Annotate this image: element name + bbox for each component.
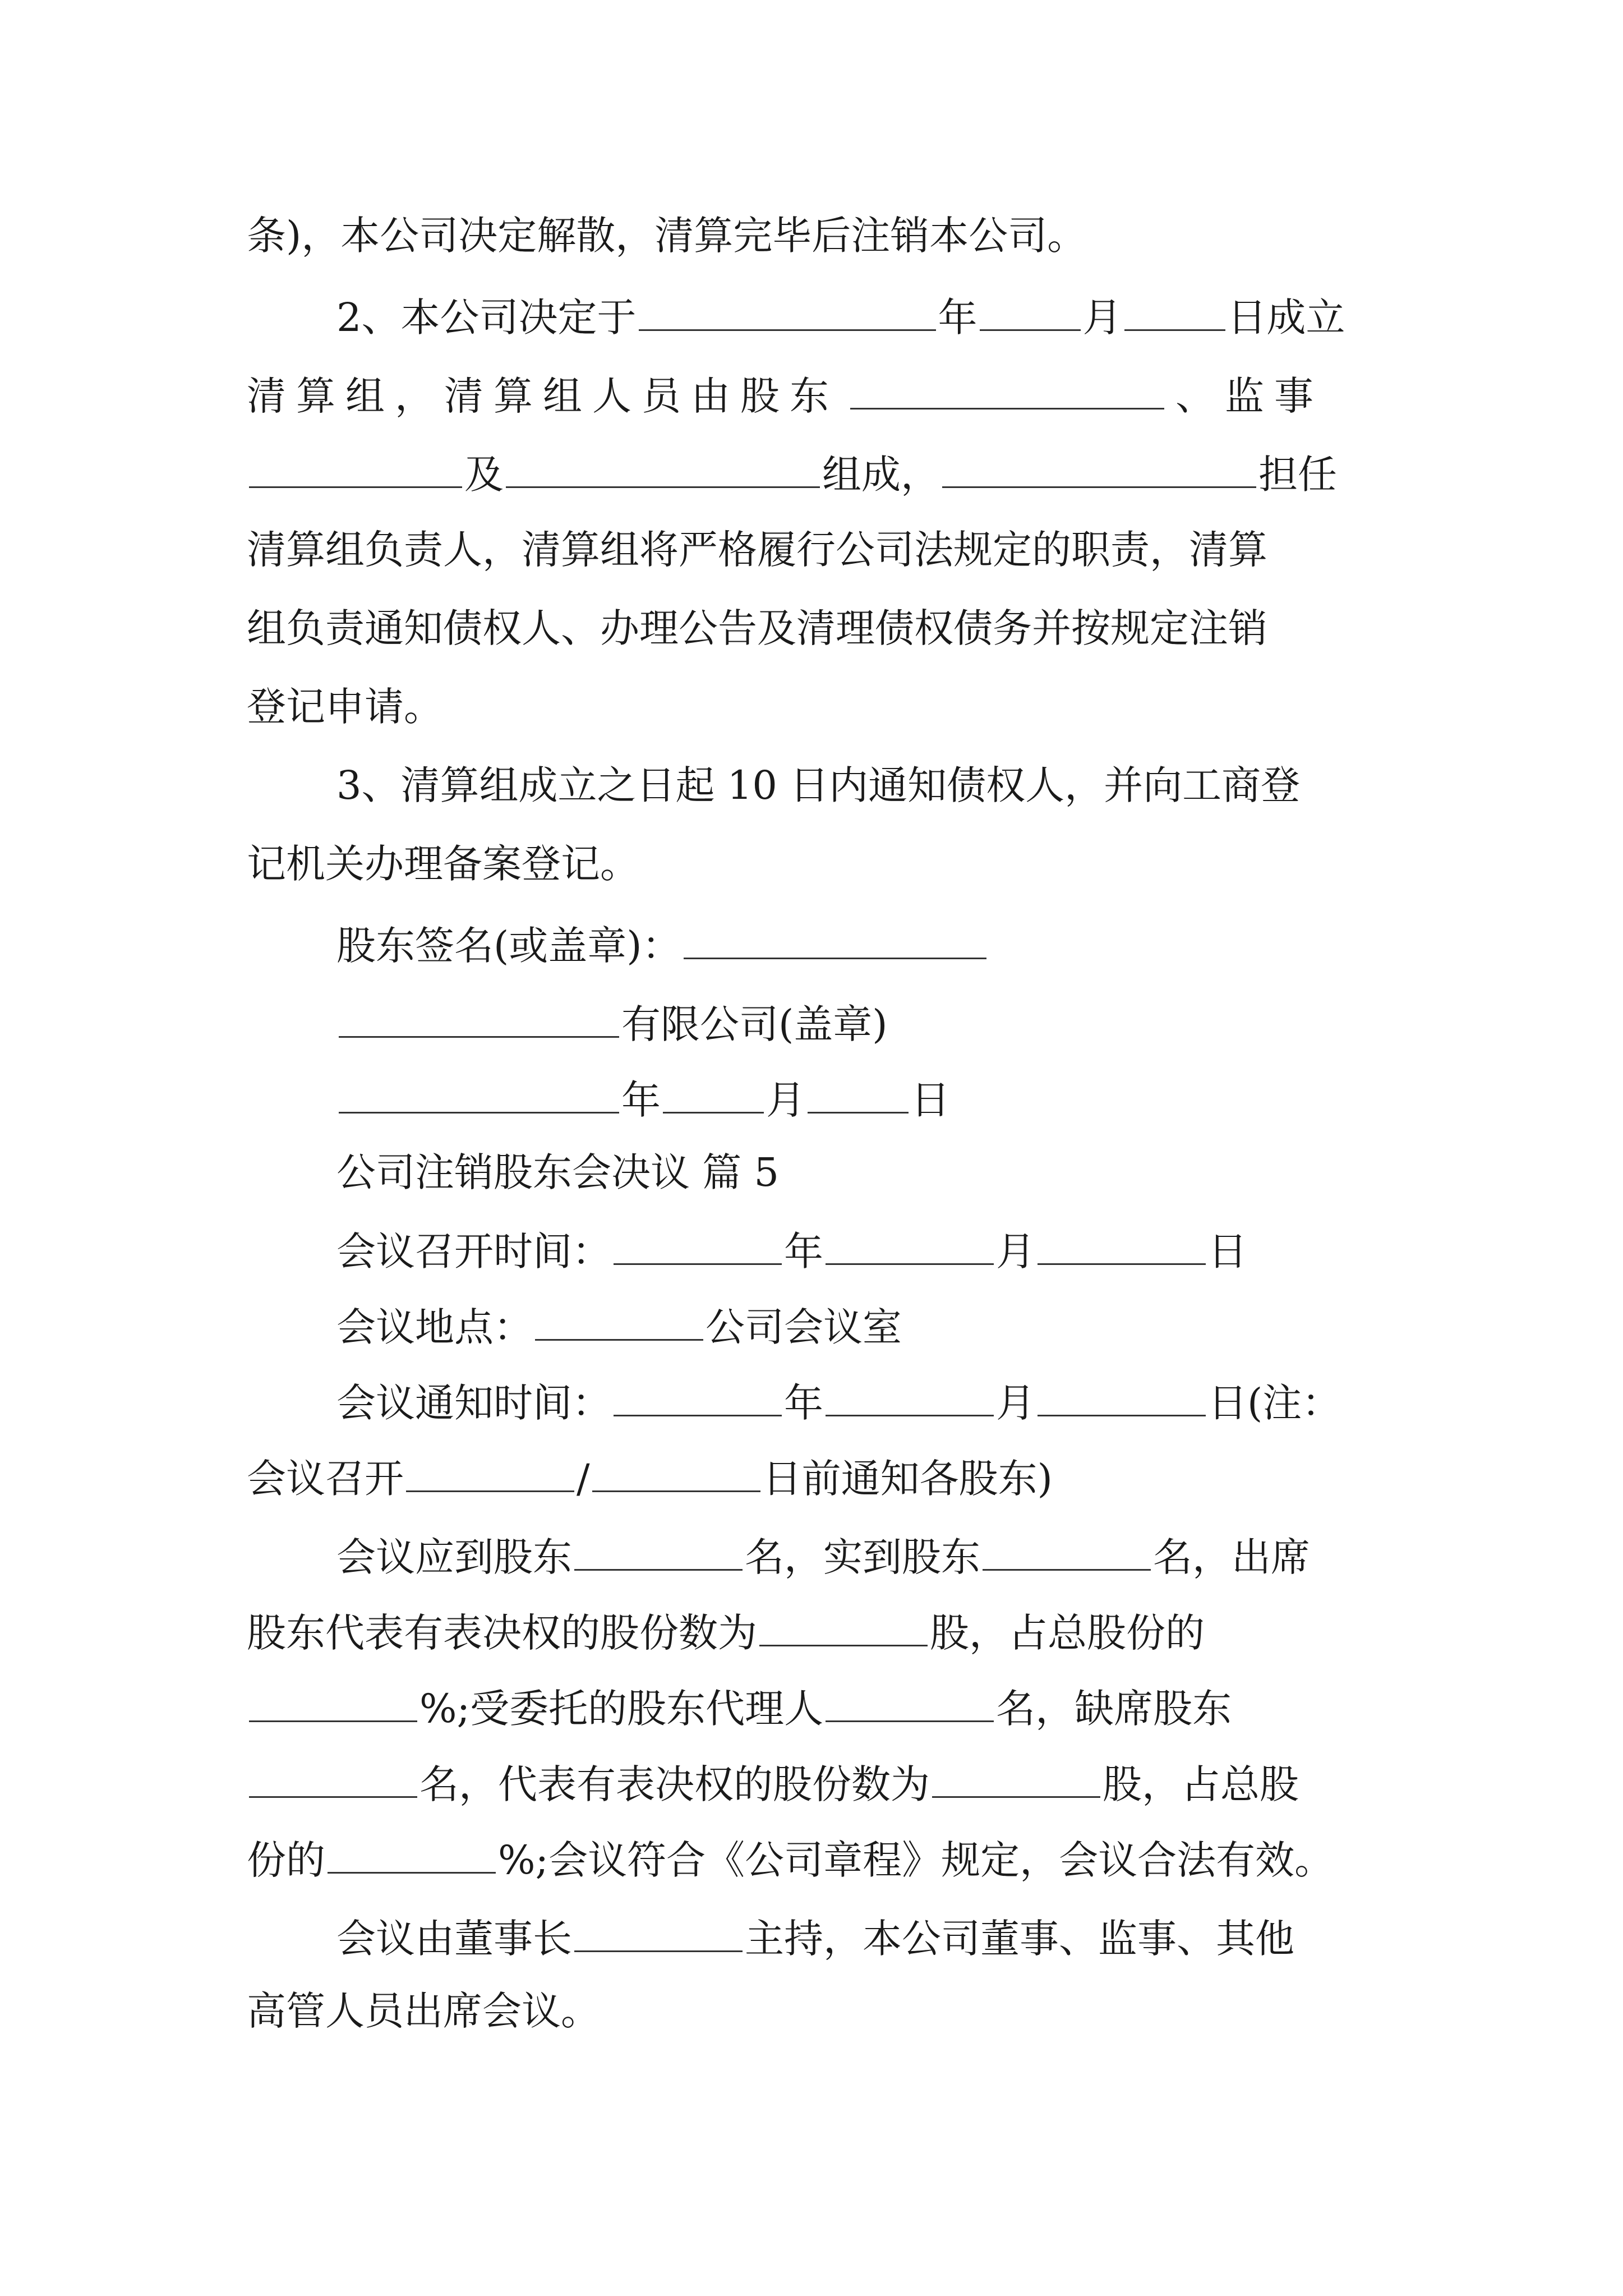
text-line: 股东代表有表决权的股份数为 股，占总股份的 [247, 1610, 1205, 1656]
text-line: 登记申请。 [247, 684, 443, 730]
fill-blank [614, 1380, 782, 1416]
fill-blank [850, 373, 1164, 409]
fill-blank [406, 1456, 574, 1492]
fill-blank [506, 452, 820, 488]
fill-blank [339, 1077, 619, 1114]
fill-blank [535, 1304, 703, 1341]
text-line: 2、本公司决定于 年 月 日成立 [336, 295, 1345, 341]
company-name-blank [339, 1001, 619, 1038]
text-line: 会议通知时间： 年 月 日(注： [336, 1380, 1341, 1426]
text-line: 会议召开时间： 年 月 日 [336, 1228, 1247, 1274]
fill-blank [574, 1534, 743, 1571]
text-line: 会议由董事长 主持，本公司董事、监事、其他 [336, 1916, 1294, 1962]
fill-blank [826, 1686, 994, 1722]
fill-blank [592, 1456, 760, 1492]
fill-blank [1124, 295, 1225, 331]
fill-blank [759, 1610, 928, 1646]
fill-blank [826, 1380, 994, 1416]
text-line: 清算组，清算组人员由股东 、监事 [247, 373, 1324, 419]
fill-blank [980, 295, 1081, 331]
date-line: 年 月 日 [336, 1077, 950, 1120]
text-line: 高管人员出席会议。 [247, 1988, 600, 2034]
company-seal-line: 有限公司(盖章) [336, 1001, 888, 1044]
fill-blank [1038, 1380, 1206, 1416]
text-line: %;受委托的股东代理人 名，缺席股东 [247, 1686, 1232, 1728]
text-line: 会议召开 / 日前通知各股东) [247, 1456, 1053, 1502]
fill-blank [639, 295, 936, 331]
text-line: 及 组成， 担任 [247, 452, 1337, 494]
fill-blank [663, 1077, 764, 1114]
text-line: 名，代表有表决权的股份数为 股，占总股 [247, 1761, 1299, 1804]
fill-blank [614, 1228, 782, 1265]
signature-blank [684, 923, 986, 959]
fill-blank [328, 1837, 496, 1874]
fill-blank [249, 1761, 417, 1798]
fill-blank [932, 1761, 1100, 1798]
text-line: 组负责通知债权人、办理公告及清理债权债务并按规定注销 [247, 605, 1267, 651]
fill-blank [826, 1228, 994, 1265]
text-line: 记机关办理备案登记。 [247, 841, 639, 887]
text-line: 清算组负责人，清算组将严格履行公司法规定的职责，清算 [247, 527, 1267, 573]
fill-blank [574, 1916, 743, 1952]
fill-blank [808, 1077, 909, 1114]
text-line: 份的 %;会议符合《公司章程》规定，会议合法有效。 [247, 1837, 1334, 1883]
fill-blank [249, 1686, 417, 1722]
fill-blank [942, 452, 1256, 488]
text-line: 会议应到股东 名，实到股东 名，出席 [336, 1534, 1310, 1580]
fill-blank [983, 1534, 1151, 1571]
fill-blank [249, 452, 462, 488]
text-line: 3、清算组成立之日起 10 日内通知债权人，并向工商登 [336, 762, 1301, 808]
text-line: 会议地点： 公司会议室 [336, 1304, 902, 1350]
section-heading: 公司注销股东会决议 篇 5 [336, 1149, 780, 1195]
text-line: 条)，本公司决定解散，清算完毕后注销本公司。 [247, 213, 1087, 259]
fill-blank [1038, 1228, 1206, 1265]
signature-line: 股东签名(或盖章)： [336, 923, 989, 965]
